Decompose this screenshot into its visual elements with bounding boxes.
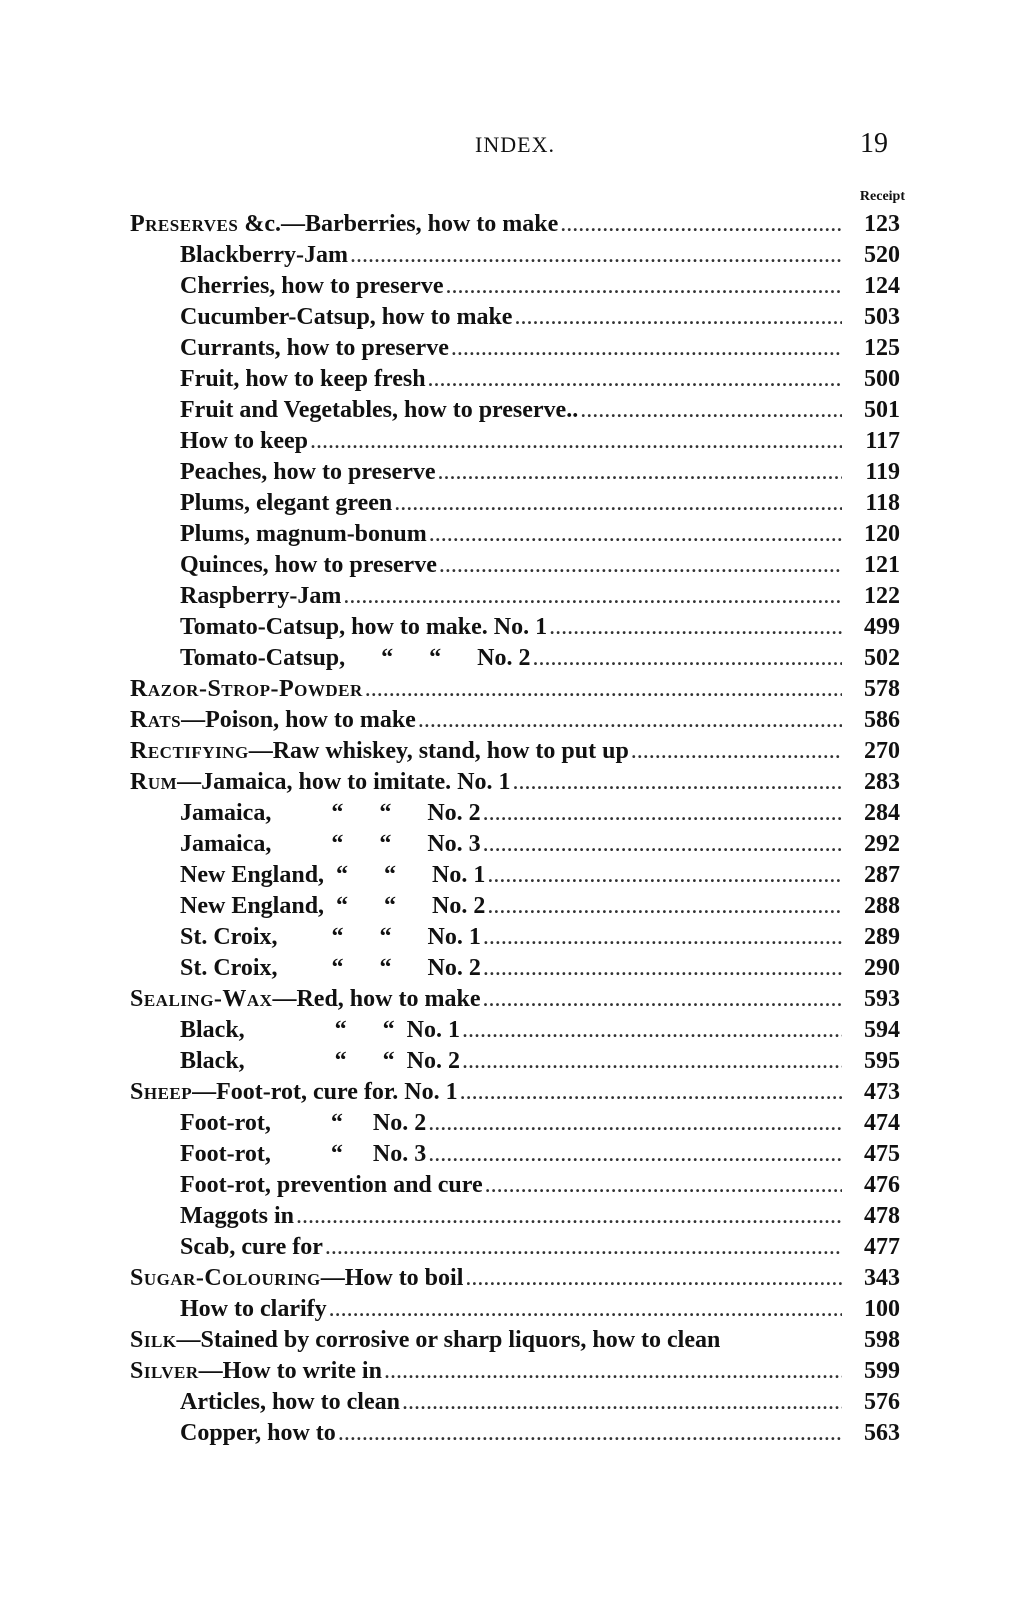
dot-leader	[549, 612, 842, 643]
entry-text: Quinces, how to preserve	[180, 552, 437, 578]
index-entry	[130, 1077, 900, 1108]
index-entry	[130, 860, 900, 891]
receipt-number: 343	[864, 1265, 900, 1291]
index-entry	[130, 1046, 900, 1077]
index-entry	[130, 891, 900, 922]
index-entry	[130, 395, 900, 426]
entry-text: Cherries, how to preserve	[180, 273, 444, 299]
entry-text: Foot-rot, prevention and cure	[180, 1172, 483, 1198]
entry-text: —Poison, how to make	[181, 707, 416, 733]
entry-text: —Raw whiskey, stand, how to put up	[248, 738, 629, 764]
receipt-number: 475	[864, 1141, 900, 1167]
entry-text: —How to boil	[320, 1265, 464, 1291]
receipt-number: 118	[865, 490, 900, 516]
index-entry	[130, 364, 900, 395]
entry-heading: Rum	[130, 769, 178, 795]
receipt-number: 120	[864, 521, 900, 547]
receipt-number: 123	[864, 211, 900, 237]
index-entry	[130, 767, 900, 798]
index-entry	[130, 1170, 900, 1201]
entry-heading: Rats	[130, 707, 182, 733]
entry-text: Jamaica, “ “ No. 2	[180, 800, 481, 826]
dot-leader	[365, 674, 842, 705]
receipt-number: 593	[864, 986, 900, 1012]
index-entry	[130, 1294, 900, 1325]
receipt-number: 292	[864, 831, 900, 857]
receipt-number: 121	[864, 552, 900, 578]
dot-leader	[487, 860, 842, 891]
receipt-number: 477	[864, 1234, 900, 1260]
index-entries	[130, 209, 900, 1449]
index-entry	[130, 674, 900, 705]
entry-text: How to clarify	[180, 1296, 327, 1322]
entry-text: Currants, how to preserve	[180, 335, 449, 361]
dot-leader	[445, 271, 842, 302]
entry-text: Raspberry-Jam	[180, 583, 342, 609]
index-entry	[130, 984, 900, 1015]
receipt-number: 478	[864, 1203, 900, 1229]
index-entry	[130, 736, 900, 767]
index-entry	[130, 953, 900, 984]
dot-leader	[325, 1232, 842, 1263]
index-entry	[130, 612, 900, 643]
receipt-number: 287	[864, 862, 900, 888]
entry-text: Cucumber-Catsup, how to make	[180, 304, 513, 330]
dot-leader	[418, 705, 842, 736]
dot-leader	[462, 1015, 842, 1046]
index-entry	[130, 1325, 900, 1356]
index-entry	[130, 1418, 900, 1449]
dot-leader	[428, 364, 842, 395]
index-entry	[130, 1232, 900, 1263]
entry-text: St. Croix, “ “ No. 1	[180, 924, 481, 950]
dot-leader	[428, 1108, 842, 1139]
entry-text: Blackberry-Jam	[180, 242, 348, 268]
index-entry	[130, 1201, 900, 1232]
entry-text: Fruit and Vegetables, how to preserve..	[180, 397, 579, 423]
receipt-column-label: Receipt	[859, 189, 905, 204]
dot-leader	[394, 488, 842, 519]
entry-text: Plums, elegant green	[180, 490, 393, 516]
receipt-number: 594	[864, 1017, 900, 1043]
entry-heading: Razor-Strop-Powder	[130, 676, 363, 702]
dot-leader	[402, 1387, 842, 1418]
dot-leader	[343, 581, 842, 612]
dot-leader	[428, 1139, 842, 1170]
entry-heading: Silk	[130, 1327, 177, 1353]
dot-leader	[532, 643, 842, 674]
entry-text: —How to write in	[198, 1358, 382, 1384]
receipt-number: 598	[864, 1327, 900, 1353]
dot-leader	[483, 798, 842, 829]
entry-text: Copper, how to	[180, 1420, 336, 1446]
dot-leader	[580, 395, 842, 426]
entry-text: &c.—Barberries, how to make	[238, 211, 559, 237]
dot-leader	[483, 829, 842, 860]
index-entry	[130, 643, 900, 674]
dot-leader	[429, 519, 842, 550]
dot-leader	[310, 426, 842, 457]
entry-text: Tomato-Catsup, “ “ No. 2	[180, 645, 531, 671]
dot-leader	[483, 922, 842, 953]
index-entry	[130, 581, 900, 612]
entry-heading: Preserves	[130, 211, 239, 237]
receipt-number: 502	[864, 645, 900, 671]
receipt-number: 289	[864, 924, 900, 950]
receipt-number: 125	[864, 335, 900, 361]
receipt-number: 284	[864, 800, 900, 826]
index-entry	[130, 457, 900, 488]
index-entry	[130, 1263, 900, 1294]
index-entry	[130, 550, 900, 581]
dot-leader	[439, 550, 842, 581]
receipt-number: 122	[864, 583, 900, 609]
index-entry	[130, 1108, 900, 1139]
entry-text: —Stained by corrosive or sharp liquors, how to clean	[176, 1327, 721, 1353]
index-entry	[130, 302, 900, 333]
receipt-number: 117	[865, 428, 900, 454]
index-entry	[130, 519, 900, 550]
page-number: 19	[860, 128, 888, 159]
index-entry	[130, 271, 900, 302]
dot-leader	[438, 457, 843, 488]
index-entry	[130, 829, 900, 860]
receipt-number: 290	[864, 955, 900, 981]
index-entry	[130, 488, 900, 519]
entry-text: —Foot-rot, cure for. No. 1	[192, 1079, 458, 1105]
receipt-number: 283	[864, 769, 900, 795]
index-entry	[130, 209, 900, 240]
index-entry	[130, 1387, 900, 1418]
index-entry	[130, 333, 900, 364]
dot-leader	[631, 736, 842, 767]
index-entry	[130, 922, 900, 953]
receipt-number: 270	[864, 738, 900, 764]
receipt-number: 100	[864, 1296, 900, 1322]
dot-leader	[384, 1356, 842, 1387]
receipt-number: 586	[864, 707, 900, 733]
receipt-number: 499	[864, 614, 900, 640]
dot-leader	[514, 302, 842, 333]
entry-text: Foot-rot, “ No. 2	[180, 1110, 427, 1136]
dot-leader	[465, 1263, 842, 1294]
index-entry	[130, 1139, 900, 1170]
entry-text: Peaches, how to preserve	[180, 459, 436, 485]
index-entry	[130, 798, 900, 829]
entry-text: —Jamaica, how to imitate. No. 1	[177, 769, 511, 795]
index-entry	[130, 1015, 900, 1046]
entry-text: Articles, how to clean	[180, 1389, 400, 1415]
dot-leader	[560, 209, 842, 240]
dot-leader	[350, 240, 842, 271]
entry-text: Foot-rot, “ No. 3	[180, 1141, 427, 1167]
entry-heading: Sheep	[130, 1079, 193, 1105]
entry-heading: Silver	[130, 1358, 199, 1384]
receipt-number: 501	[864, 397, 900, 423]
dot-leader	[512, 767, 842, 798]
entry-text: Plums, magnum-bonum	[180, 521, 427, 547]
entry-heading: Sugar-Colouring	[130, 1265, 321, 1291]
entry-text: Black, “ “ No. 2	[180, 1048, 461, 1074]
index-entry	[130, 426, 900, 457]
dot-leader	[482, 984, 842, 1015]
receipt-number: 503	[864, 304, 900, 330]
dot-leader	[487, 891, 842, 922]
entry-heading: Rectifying	[130, 738, 249, 764]
dot-leader	[338, 1418, 842, 1449]
receipt-number: 473	[864, 1079, 900, 1105]
receipt-number: 599	[864, 1358, 900, 1384]
index-entry	[130, 1356, 900, 1387]
dot-leader	[462, 1046, 842, 1077]
page-title: INDEX.	[475, 132, 555, 157]
entry-text: New England, “ “ No. 2	[180, 893, 486, 919]
dot-leader	[451, 333, 842, 364]
dot-leader	[460, 1077, 842, 1108]
receipt-number: 119	[865, 459, 900, 485]
entry-text: Black, “ “ No. 1	[180, 1017, 461, 1043]
receipt-number: 576	[864, 1389, 900, 1415]
receipt-number: 476	[864, 1172, 900, 1198]
receipt-number: 500	[864, 366, 900, 392]
index-entry	[130, 240, 900, 271]
receipt-number: 124	[864, 273, 900, 299]
entry-text: New England, “ “ No. 1	[180, 862, 486, 888]
receipt-number: 595	[864, 1048, 900, 1074]
entry-text: Maggots in	[180, 1203, 294, 1229]
entry-text: Scab, cure for	[180, 1234, 323, 1260]
entry-text: Fruit, how to keep fresh	[180, 366, 426, 392]
dot-leader	[296, 1201, 842, 1232]
entry-text: —Red, how to make	[272, 986, 481, 1012]
entry-text: St. Croix, “ “ No. 2	[180, 955, 481, 981]
dot-leader	[485, 1170, 842, 1201]
entry-text: Tomato-Catsup, how to make. No. 1	[180, 614, 548, 640]
dot-leader	[329, 1294, 842, 1325]
entry-text: Jamaica, “ “ No. 3	[180, 831, 481, 857]
receipt-number: 520	[864, 242, 900, 268]
receipt-number: 563	[864, 1420, 900, 1446]
receipt-number: 474	[864, 1110, 900, 1136]
dot-leader	[483, 953, 842, 984]
index-entry	[130, 705, 900, 736]
receipt-number: 288	[864, 893, 900, 919]
entry-heading: Sealing-Wax	[130, 986, 273, 1012]
receipt-number: 578	[864, 676, 900, 702]
page-header	[130, 128, 900, 164]
entry-text: How to keep	[180, 428, 308, 454]
